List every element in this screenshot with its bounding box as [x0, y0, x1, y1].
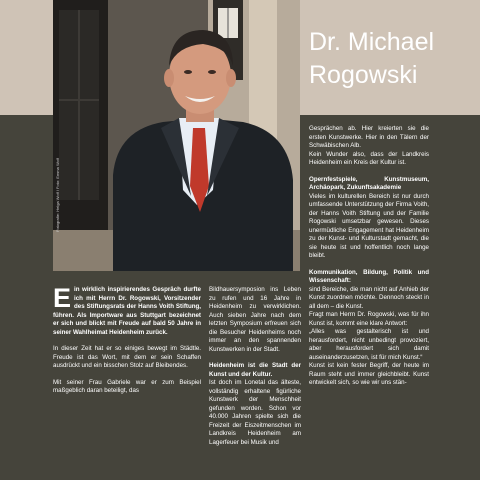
paragraph: Ist doch im Lonetal das älteste, vollständig erhaltene figürliche Kunstwerk der Menschheit gefunden worden. Schon vor 40.000 Jahren spielte sich die Freizeit der Eiszeitmenschen im Landkreis Heidenheim am Lagerfeuer bei Musik und — [209, 379, 301, 446]
paragraph: Bildhauersymposion ins Leben zu rufen und 16 Jahre in Heidenheim zu verwirklichen. Auch sieben Jahre nach dem letzten Symposium erfreuen sich die Besucher Heidenheims noch immer an den spannenden Kunstwerken in der Stadt. — [209, 286, 301, 353]
name-line-1: Dr. Michael — [309, 28, 435, 56]
text-column-2 — [209, 286, 301, 455]
paragraph: Vieles im kulturellen Bereich ist nur durch umfassende Unterstützung der Firma Voith, der Hanns Voith Stiftung und der Familie Rogowski umsetzbar gewesen. Dieses unermüdliche Engagement hat Heidenheim zu der Kunst- und Kulturstadt gemacht, die sie heute ist und hoffentlich noch lange bleibt. — [309, 192, 429, 259]
intro-text: in wirklich inspirierendes Gespräch durfte ich mit Herrn Dr. Rogowski, Vorsitzender des Stiftungsrats der Hanns Voith Stiftung, führen. Als Importware aus Stuttgart bezeichnet er sich und blickt mit Freude auf bald 50 Jahre in seiner Wahlheimat Heidenheim zurück. — [53, 286, 201, 336]
photo-credit: Fotografie: Helga Wolf / Foto: Emma Wolf — [55, 158, 60, 232]
portrait-photo — [53, 0, 300, 271]
text-column-1 — [53, 283, 201, 404]
paragraph: Kein Wunder also, dass der Landkreis Heidenheim ein Kreis der Kultur ist. — [309, 150, 429, 166]
paragraph: Fragt man Herrn Dr. Rogowski, was für ihn Kunst ist, kommt eine klare Antwort: — [309, 311, 429, 327]
quote-paragraph: „Alles was gestalterisch ist und herausfordert, nicht unbedingt provoziert, aber herausfordert sich damit auseinanderzusetzen, ist für mich Kunst.“ — [309, 328, 429, 361]
dropcap-letter: E — [53, 283, 72, 313]
person-name-heading — [309, 26, 434, 92]
subheading: Opernfestspiele, Kunstmuseum, Archäopark, Zukunftsakademie — [309, 175, 429, 191]
paragraph: sind Bereiche, die man nicht auf Anhieb der Kunst zuordnen möchte. Dennoch steckt in all dem – die Kunst. — [309, 285, 429, 310]
intro-paragraph — [53, 283, 201, 337]
paragraph: Gesprächen ab. Hier kreierten sie die ersten Kunstwerke. Hier in den Tälern der Schwäbischen Alb. — [309, 125, 429, 149]
paragraph: Kunst ist kein fester Begriff, der heute im Raum steht und immer gleichbleibt. Kunst entwickelt sich, so wie wir uns stän- — [309, 362, 429, 386]
paragraph: Mit seiner Frau Gabriele war er zum Beispiel maßgeblich daran beteiligt, das — [53, 378, 201, 394]
paragraph: In dieser Zeit hat er so einiges bewegt im Städtle. Freude ist das Wort, mit dem er sein Schaffen ausdrückt und ein bisschen Stolz auf Bleibendes. — [53, 345, 201, 369]
portrait-illustration — [53, 0, 300, 271]
subheading: Heidenheim ist die Stadt der Kunst und der Kultur. — [209, 362, 301, 378]
name-line-2: Rogowski — [309, 61, 418, 89]
text-column-3 — [309, 125, 429, 388]
subheading: Kommunikation, Bildung, Politik und Wissenschaft: — [309, 268, 429, 284]
